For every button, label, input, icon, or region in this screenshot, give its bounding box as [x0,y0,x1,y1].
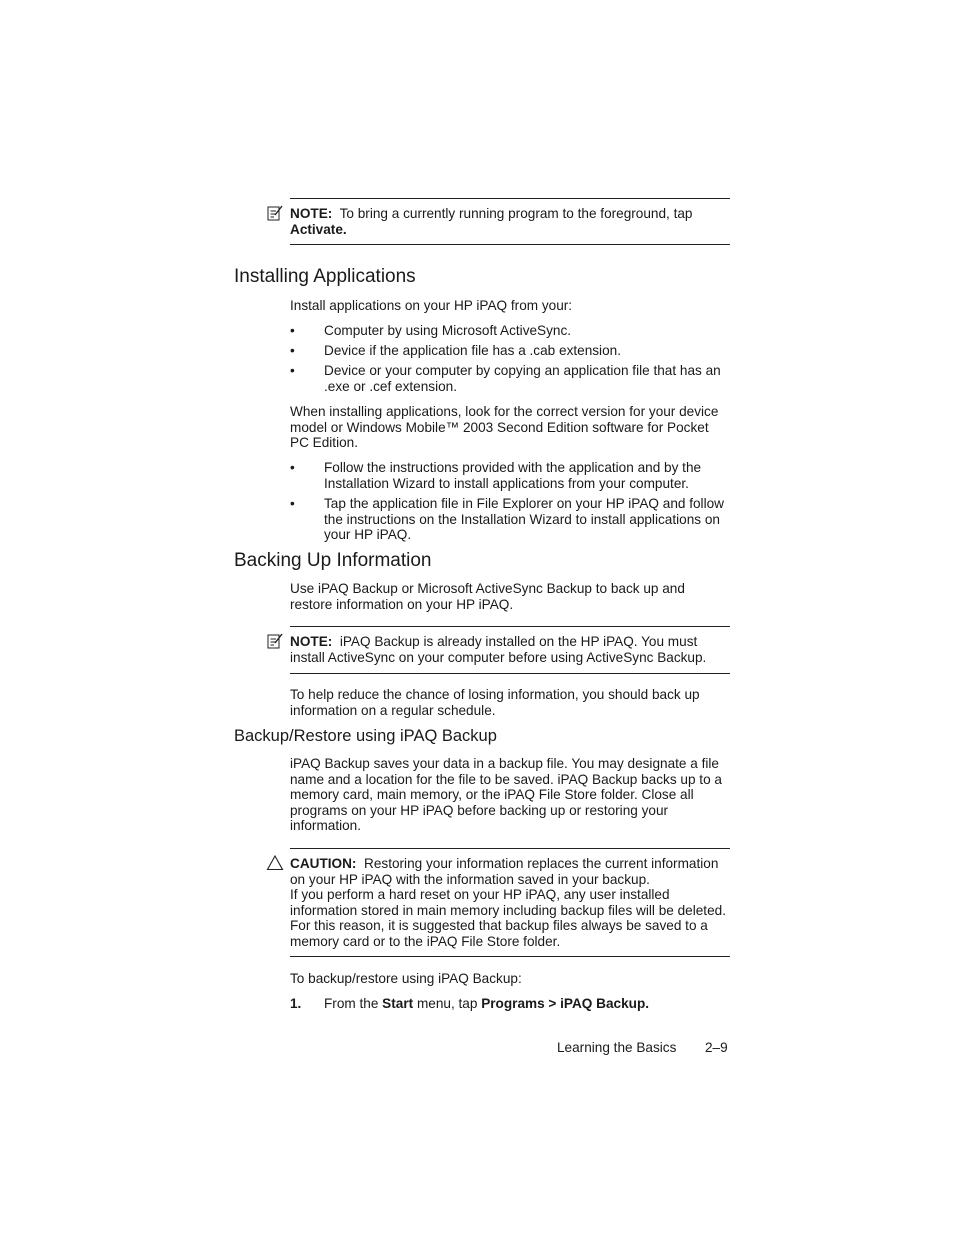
heading-backing-up-information: Backing Up Information [234,550,432,571]
backing-intro: Use iPAQ Backup or Microsoft ActiveSync Backup to back up and restore information on your HP iPAQ. [290,581,685,612]
steps-intro: To backup/restore using iPAQ Backup: [290,971,522,986]
list-item-text: Device if the application file has a .cab extension. [324,343,621,358]
caution-line-1 [290,856,730,887]
note-bold: Activate. [290,221,347,237]
bullet: • [290,323,295,338]
note-ipaq-backup [290,634,730,665]
note-top-rule [290,626,730,627]
bullet: • [290,496,295,511]
note-activate [290,206,730,237]
installing-intro: Install applications on your HP iPAQ from your: [290,298,573,313]
caution-block [290,856,730,950]
bullet: • [290,363,295,378]
caution-text-2: If you perform a hard reset on your HP iPAQ, any user installed information stored in main memory including backup files will be deleted. For this reason, it is suggested that backup files always be saved to a memory card or to the iPAQ File Store folder. [290,887,726,949]
footer-page-number: 2–9 [705,1040,728,1055]
step-bold-programs: Programs > iPAQ Backup. [481,996,650,1011]
footer-section-title: Learning the Basics [557,1040,677,1055]
list-item-text: Computer by using Microsoft ActiveSync. [324,323,572,338]
note-text: To bring a currently running program to the foreground, tap [339,206,693,221]
note-label: NOTE: [290,634,333,649]
caution-top-rule [290,848,730,849]
bullet: • [290,460,295,475]
step-text-part: From the [324,996,379,1011]
note-label: NOTE: [290,206,333,221]
caution-triangle-icon [266,854,284,872]
note-bottom-rule [290,673,730,674]
note-top-rule [290,198,730,199]
bullet: • [290,343,295,358]
list-item-text: Device or your computer by copying an application file that has an .exe or .cef extension. [324,363,721,394]
installing-paragraph: When installing applications, look for the correct version for your device model or Windows Mobile™ 2003 Second Edition software for Pocket PC Edition. [290,404,719,451]
caution-label: CAUTION: [290,856,357,871]
restore-paragraph: iPAQ Backup saves your data in a backup file. You may designate a file name and a location for the file to be saved. iPAQ Backup backs up to a memory card, main memory, or the iPAQ File Store folder. Close all programs on your HP iPAQ before backing up or restoring your information. [290,756,722,834]
note-icon [266,204,284,222]
note-icon [266,632,284,650]
caution-bottom-rule [290,956,730,957]
heading-installing-applications: Installing Applications [234,266,416,287]
step-bold-start: Start [382,996,414,1011]
step-number: 1. [290,996,302,1011]
caution-text-1: Restoring your information replaces the current information on your HP iPAQ with the information saved in your backup. [290,856,719,887]
list-item-text: Tap the application file in File Explorer on your HP iPAQ and follow the instructions on the Installation Wizard to install applications on your HP iPAQ. [324,496,724,543]
list-item-text: Follow the instructions provided with the application and by the Installation Wizard to install applications from your computer. [324,460,702,491]
step-text-part: menu, tap [416,996,478,1011]
note-text: iPAQ Backup is already installed on the HP iPAQ. You must install ActiveSync on your computer before using ActiveSync Backup. [290,634,707,665]
backing-paragraph: To help reduce the chance of losing information, you should back up information on a regular schedule. [290,687,700,718]
heading-backup-restore: Backup/Restore using iPAQ Backup [234,727,497,745]
step-text [324,996,730,1012]
note-bottom-rule [290,244,730,245]
